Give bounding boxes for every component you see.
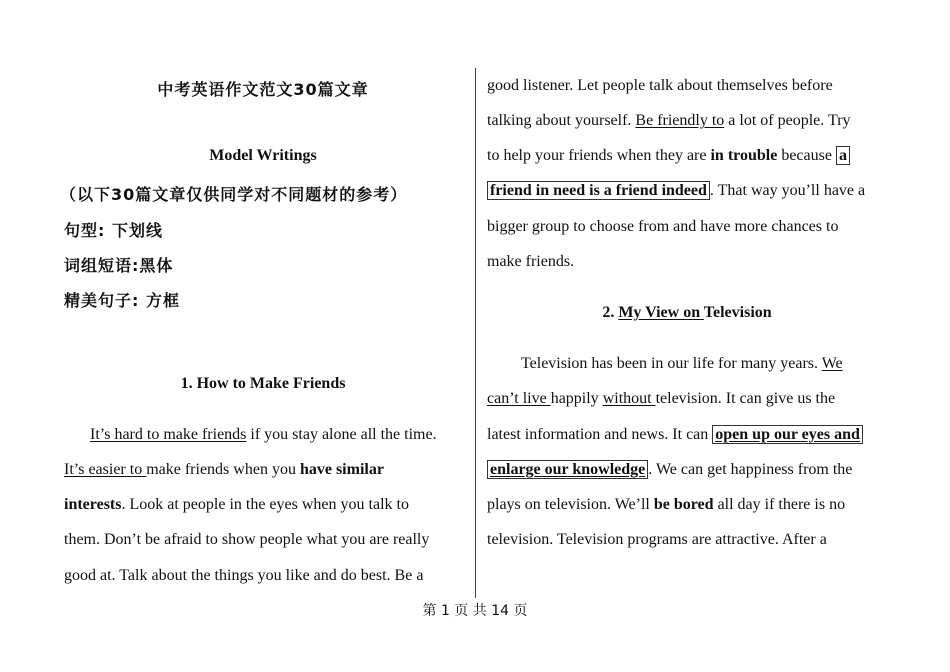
essay2-line-1: Television has been in our life for many years. We (521, 355, 843, 372)
legend-phrases: 词组短语:黑体 (64, 256, 174, 275)
page-footer: 第 1 页 共 14 页 (422, 603, 528, 619)
essay1-line-3: interests. Look at people in the eyes when you talk to (64, 496, 409, 513)
essay1-line-7: talking about yourself. Be friendly to a lot of people. Try (487, 112, 851, 129)
essay2-line-5: plays on television. We’ll be bored all day if there is no (487, 496, 846, 513)
essay1-title: 1. How to Make Friends (180, 375, 346, 392)
legend-fine-sentences: 精美句子: 方框 (64, 291, 180, 310)
essay2-line-4: enlarge our knowledge . We can get happiness from the (487, 461, 852, 479)
document-title: 中考英语作文范文30篇文章 (157, 80, 369, 99)
subtitle: Model Writings (209, 147, 317, 164)
essay1-line-4: them. Don’t be afraid to show people what you are really (64, 531, 430, 548)
legend-sentence-pattern: 句型: 下划线 (64, 221, 163, 240)
essay1-line-9: friend in need is a friend indeed . That way you’ll have a (487, 182, 865, 200)
essay1-line-10: bigger group to choose from and have more chances to (487, 218, 839, 235)
essay1-line-11: make friends. (487, 253, 575, 270)
column-divider (475, 68, 476, 598)
note-line: （以下30篇文章仅供同学对不同题材的参考） (60, 185, 408, 204)
essay1-line-8: to help your friends when they are in trouble because a (487, 147, 850, 165)
essay1-line-2: It’s easier to make friends when you have similar (64, 461, 384, 478)
essay2-line-6: television. Television programs are attractive. After a (487, 531, 827, 548)
essay2-title: 2. My View on Television (602, 304, 772, 321)
essay1-line-1: It’s hard to make friends if you stay alone all the time. (90, 426, 437, 443)
essay1-line-6: good listener. Let people talk about themselves before (487, 77, 833, 94)
essay2-line-3: latest information and news. It can open up our eyes and (487, 426, 863, 444)
essay1-line-5: good at. Talk about the things you like and do best. Be a (64, 567, 424, 584)
essay2-line-2: can’t live happily without television. It can give us the (487, 390, 836, 407)
